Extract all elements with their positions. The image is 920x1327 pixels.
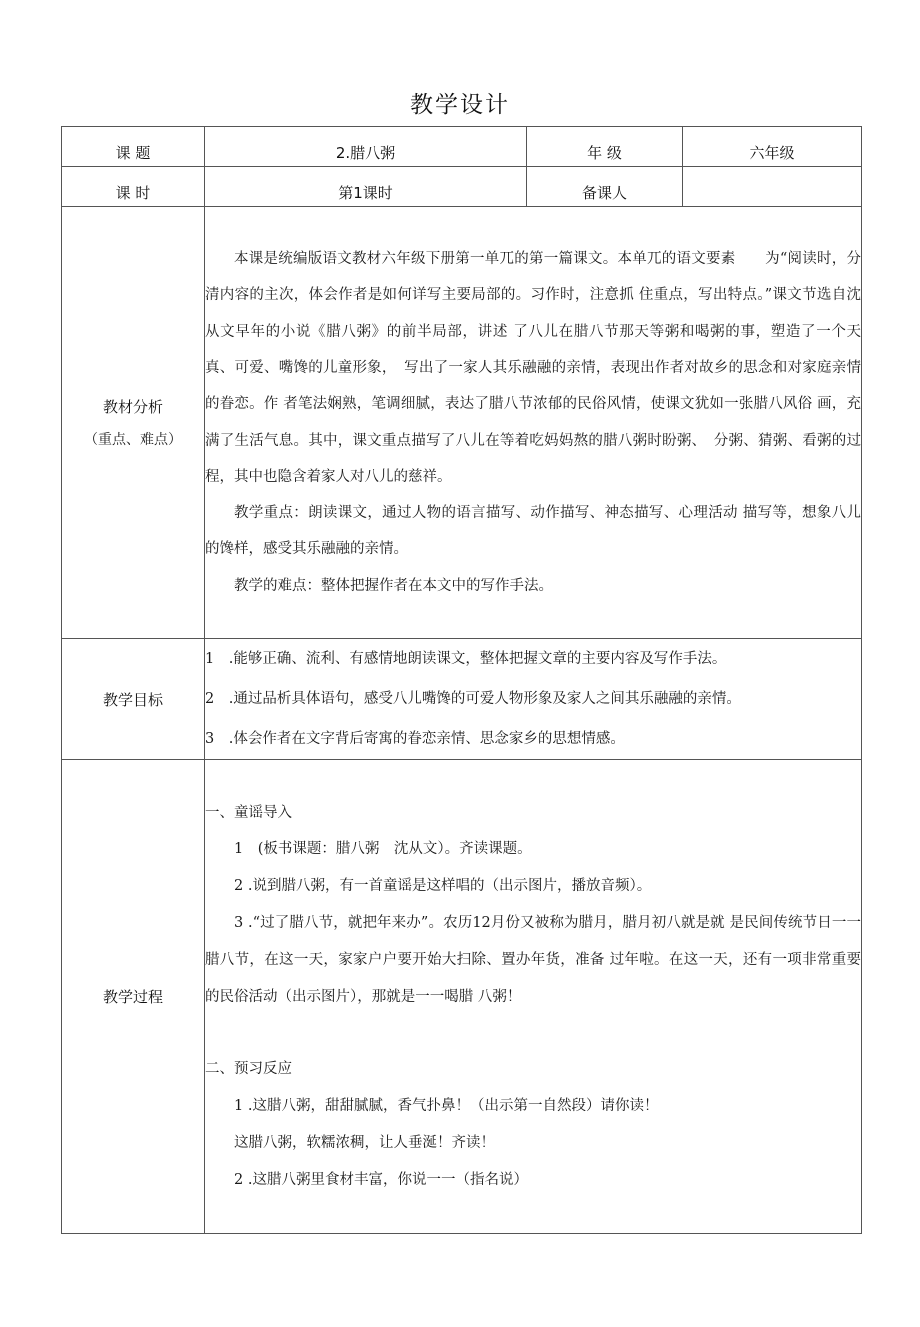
lesson-plan-table: [61, 126, 862, 1234]
row-analysis: [62, 207, 862, 639]
process-item: 1 .这腊八粥，甜甜腻腻，香气扑鼻！（出示第一自然段）请你读！: [234, 1098, 659, 1115]
topic-label: 课 题: [62, 127, 205, 167]
topic-value: 2.腊八粥: [205, 127, 527, 167]
process-item: 2 .这腊八粥里食材丰富，你说一一（指名说）: [234, 1171, 528, 1188]
process-content: [205, 760, 862, 1234]
process-label: 教学过程: [62, 760, 205, 1234]
page-title: 教学设计: [410, 92, 510, 118]
goal-item: 3 .体会作者在文字背后寄寓的眷恋亲情、思念家乡的思想情感。: [205, 731, 625, 747]
process-item: 1 (板书课题：腊八粥 沈从文）。齐读课题。: [234, 841, 532, 858]
grade-value: 六年级: [683, 127, 862, 167]
analysis-label-cell: [62, 207, 205, 639]
analysis-content: [205, 207, 862, 639]
process-item: 这腊八粥，软糯浓稠，让人垂涎！齐读！: [234, 1134, 495, 1151]
analysis-key-point: 教学重点：朗读课文，通过人物的语言描写、动作描写、神态描写、心理活动 描写等，想象八儿的馋样，感受其乐融融的亲情。: [205, 505, 861, 558]
section-heading: 一、童谣导入: [205, 804, 292, 821]
period-label: 课 时: [62, 167, 205, 207]
analysis-label: 教材分析: [102, 398, 163, 416]
preparer-label: 备课人: [527, 167, 683, 207]
section-heading: 二、预习反应: [205, 1061, 292, 1078]
analysis-paragraph: 本课是统编版语文教材六年级下册第一单兀的第一篇课文。本单兀的语文要素 为“阅读时，分清内容的主次，体会作者是如何详写主要局部的。习作时，注意抓 住重点，写出特点。”课文节选自沈从文早年的小说《腊八粥》的前半局部，讲述 了八儿在腊八节那天等粥和喝粥的事，塑造了一个天真、可爱、嘴馋的儿童形象， 写出了一家人其乐融融的亲情，表现出作者对故乡的思念和对家庭亲情的眷恋。作 者笔法娴熟，笔调细腻，表达了腊八节浓郁的民俗风情，使课文犹如一张腊八风俗 画，充满了生活气息。其中，课文重点描写了八儿在等着吃妈妈熬的腊八粥时盼粥、 分粥、猜粥、看粥的过程，其中也隐含着家人对八儿的慈祥。: [205, 251, 861, 485]
goals-label: 教学目标: [62, 639, 205, 760]
period-value: 第1课时: [205, 167, 527, 207]
process-item: 2 .说到腊八粥，有一首童谣是这样唱的（出示图片，播放音频）。: [234, 878, 652, 895]
row-period: [62, 167, 862, 207]
row-process: [62, 760, 862, 1234]
goal-item: 2 .通过品析具体语句，感受八儿嘴馋的可爱人物形象及家人之间其乐融融的亲情。: [205, 691, 741, 707]
goal-item: 1 .能够正确、流利、有感情地朗读课文，整体把握文章的主要内容及写作手法。: [205, 651, 727, 667]
goals-content: [205, 639, 862, 760]
process-item: 3 .“过了腊八节，就把年来办”。农历12月份又被称为腊月，腊月初八就是就 是民间传统节日一一腊八节，在这一天，家家户户要开始大扫除、置办年货，准备 过年啦。在这一天，还有一项非常重要的民俗活动（出示图片），那就是一一喝腊 八粥！: [205, 914, 861, 1005]
row-goals: [62, 639, 862, 760]
preparer-value: [683, 167, 862, 207]
spacer: [205, 1015, 861, 1051]
row-topic: [62, 127, 862, 167]
analysis-sublabel: （重点、难点）: [84, 432, 182, 448]
grade-label: 年 级: [527, 127, 683, 167]
analysis-difficulty: 教学的难点：整体把握作者在本文中的写作手法。: [234, 577, 553, 594]
